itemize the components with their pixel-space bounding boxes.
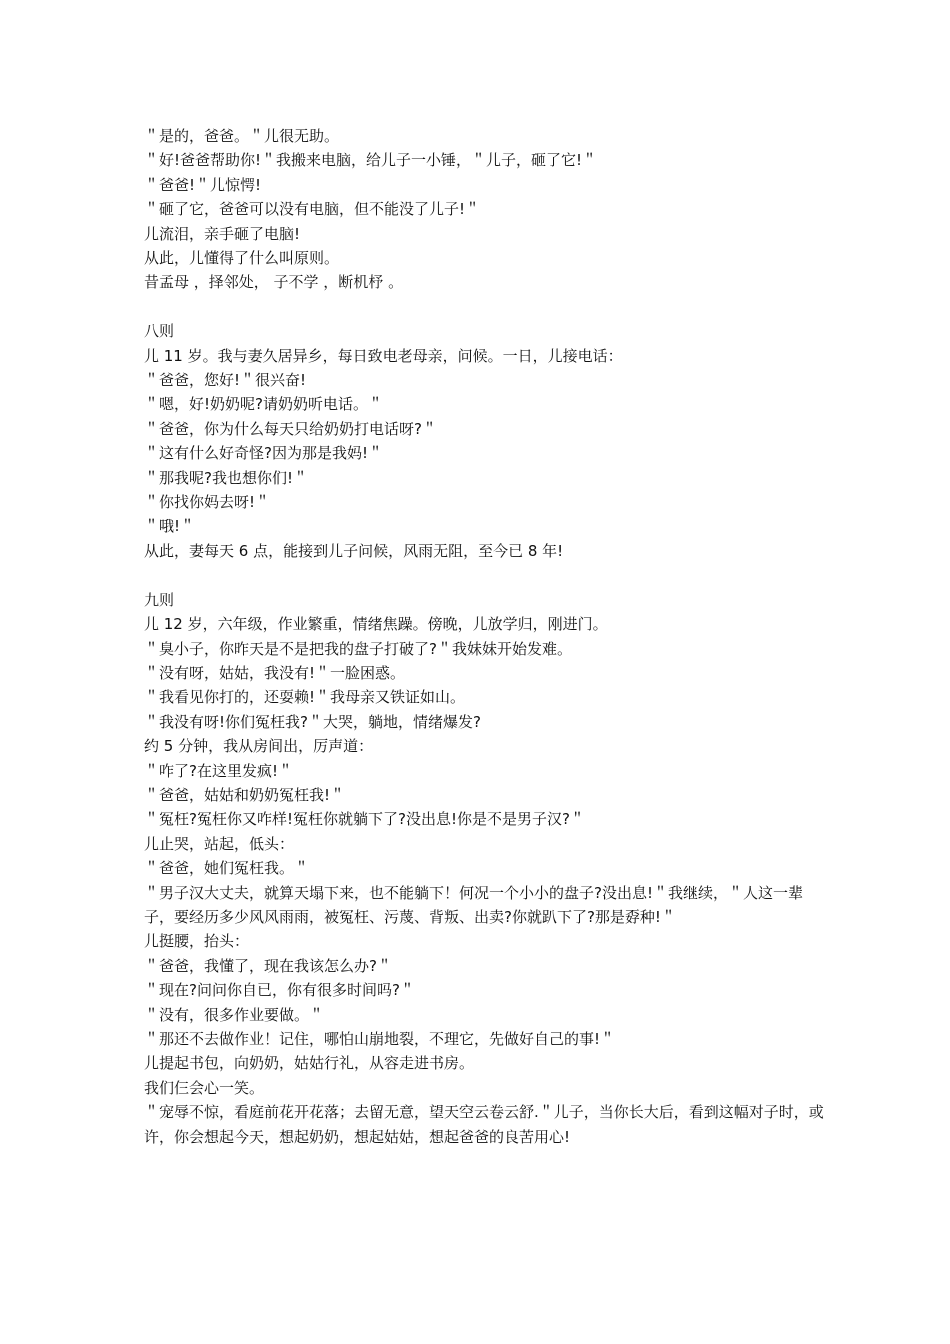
text-line: 昔孟母 ，择邻处， 子不学 ，断机杼 。 — [144, 273, 404, 292]
text-line: 儿提起书包，向奶奶，姑姑行礼，从容走进书房。 — [144, 1054, 475, 1073]
text-line: ＂你找你妈去呀!＂ — [144, 493, 271, 512]
text-line: ＂爸爸!＂儿惊愕! — [144, 175, 262, 194]
text-line: 从此，儿懂得了什么叫原则。 — [144, 249, 340, 268]
text-line: ＂那我呢?我也想你们!＂ — [144, 468, 308, 487]
text-line: ＂咋了?在这里发疯!＂ — [144, 761, 293, 780]
text-line: ＂哦!＂ — [144, 517, 196, 536]
text-line: 约 5 分钟，我从房间出，厉声道： — [144, 737, 374, 756]
text-line: 儿止哭，站起，低头： — [144, 834, 295, 853]
text-line: ＂没有呀，姑姑，我没有!＂一脸困惑。 — [144, 663, 406, 682]
text-line: 儿挺腰，抬头： — [144, 932, 250, 951]
text-line: ＂臭小子，你昨天是不是把我的盘子打破了?＂我妹妹开始发难。 — [144, 639, 572, 658]
document-body — [144, 124, 824, 1149]
text-line: 儿 11 岁。我与妻久居异乡，每日致电老母亲，问候。一日，儿接电话： — [144, 346, 623, 365]
text-line: ＂爸爸，您好!＂很兴奋! — [144, 371, 307, 390]
section-eight — [144, 319, 824, 563]
text-line: ＂爸爸，我懂了，现在我该怎么办?＂ — [144, 956, 392, 975]
text-line: ＂那还不去做作业！记住，哪怕山崩地裂，不理它，先做好自己的事!＂ — [144, 1030, 616, 1048]
text-line: ＂砸了它，爸爸可以没有电脑，但不能没了儿子!＂ — [144, 200, 481, 219]
section-nine — [144, 588, 824, 1149]
text-line: ＂好!爸爸帮助你!＂我搬来电脑，给儿子一小锤，＂儿子，砸了它!＂ — [144, 151, 598, 170]
text-line: ＂这有什么好奇怪?因为那是我妈!＂ — [144, 444, 383, 463]
text-line: ＂男子汉大丈夫，就算天塌下来，也不能躺下！何况一个小小的盘子?没出息!＂我继续，＂人这一辈子，要经历多少风风雨雨，被冤枉、污蔑、背叛、出卖?你就趴下了?那是孬种!＂ — [144, 883, 803, 926]
paragraph-gap — [144, 563, 824, 587]
text-line: ＂现在?问问你自已，你有很多时间吗?＂ — [144, 981, 415, 1000]
paragraph-gap — [144, 295, 824, 319]
text-line: 儿流泪，亲手砸了电脑! — [144, 224, 301, 243]
text-line: ＂宠辱不惊，看庭前花开花落；去留无意，望天空云卷云舒.＂儿子，当你长大后，看到这幅对子时，或许，你会想起今天，想起奶奶，想起姑姑，想起爸爸的良苦用心! — [144, 1103, 824, 1146]
text-line: ＂冤枉?冤枉你又咋样!冤枉你就躺下了?没出息!你是不是男子汉?＂ — [144, 810, 585, 829]
section-seven-tail — [144, 124, 824, 295]
text-line: ＂爸爸，姑姑和奶奶冤枉我!＂ — [144, 785, 346, 804]
text-line: 从此，妻每天 6 点，能接到儿子问候，风雨无阻，至今已 8 年! — [144, 541, 564, 560]
text-line: 儿 12 岁，六年级，作业繁重，情绪焦躁。傍晚，儿放学归，刚进门。 — [144, 615, 608, 634]
section-heading: 八则 — [144, 322, 175, 341]
text-line: ＂爸爸，她们冤枉我。＂ — [144, 859, 310, 878]
section-heading: 九则 — [144, 590, 175, 609]
text-line: ＂是的，爸爸。＂儿很无助。 — [144, 127, 340, 145]
text-line: ＂爸爸，你为什么每天只给奶奶打电话呀?＂ — [144, 419, 437, 438]
text-line: ＂嗯，好!奶奶呢?请奶奶听电话。＂ — [144, 395, 383, 414]
text-line: ＂我没有呀!你们冤枉我?＂大哭，躺地，情绪爆发? — [144, 712, 481, 731]
text-line: ＂没有，很多作业要做。＂ — [144, 1005, 325, 1024]
text-line: 我们仨会心一笑。 — [144, 1078, 265, 1097]
text-line: ＂我看见你打的，还耍赖!＂我母亲又铁证如山。 — [144, 688, 466, 707]
